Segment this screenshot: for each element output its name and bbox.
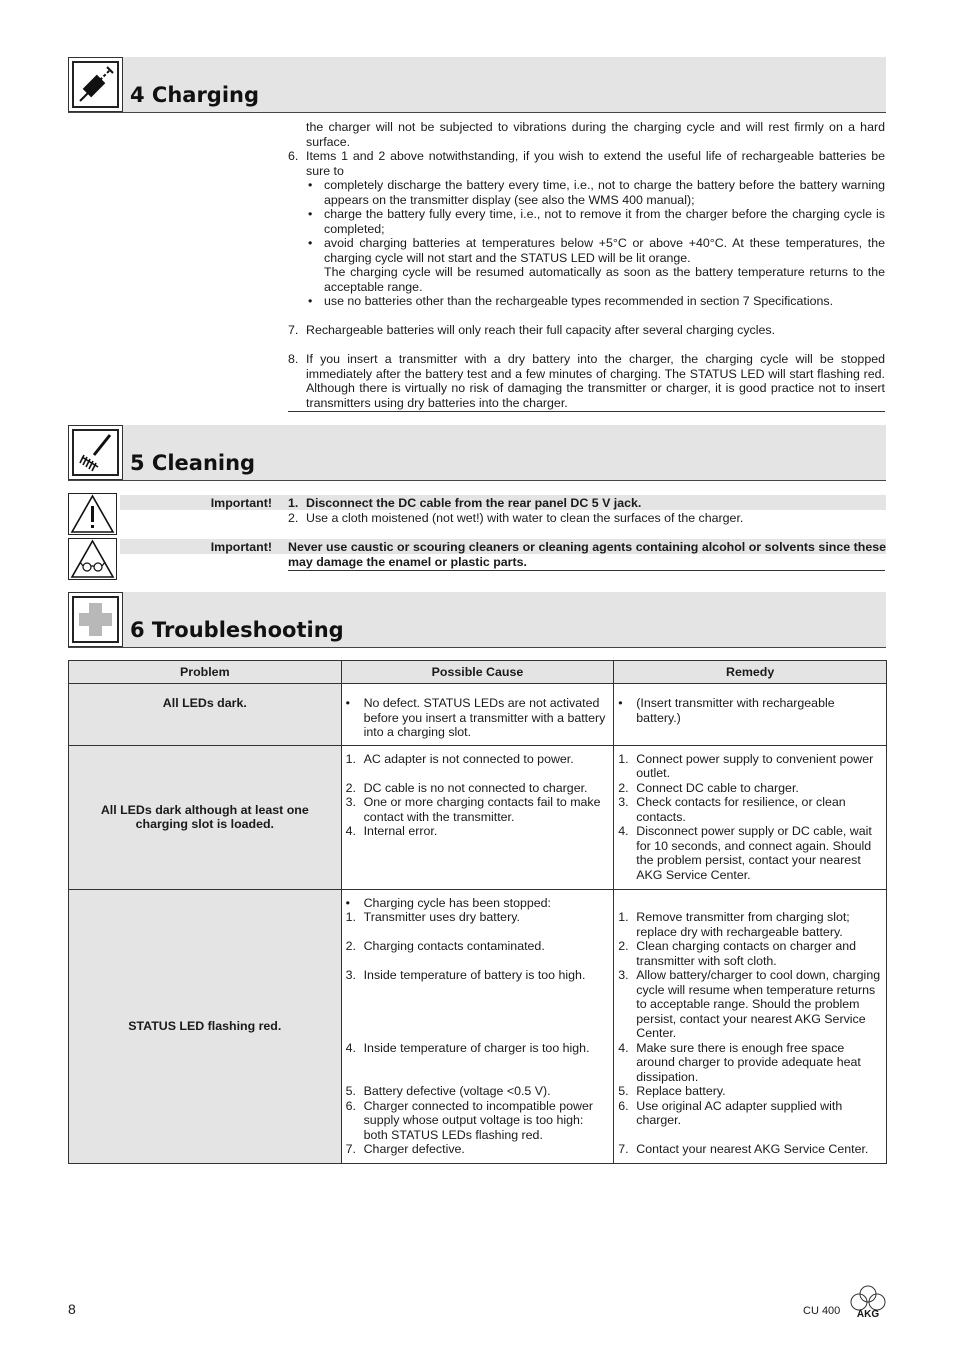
list-item: 4. Internal error.	[345, 824, 438, 838]
list-item: • Charging cycle has been stopped:	[345, 895, 551, 910]
warning-exclamation-icon	[68, 493, 117, 535]
column-header-problem: Problem	[69, 661, 342, 684]
list-item: 1. Transmitter uses dry battery.	[345, 910, 520, 924]
list-item: 6. Use original AC adapter supplied with charger.	[618, 1098, 843, 1127]
charging-item-8: 8. If you insert a transmitter with a dry battery into the charger, the charging cycle will be stopped immediately after the battery test and a few minutes of charging. The STATUS LED will start flashing red. Although there is virtually no risk of damaging the transmitter or charger, it is good practice not to insert transmitters using dry batteries into the charger.	[288, 352, 885, 410]
list-item: 5. Replace battery.	[618, 1084, 726, 1098]
page-number: 8	[68, 1301, 76, 1317]
table-row	[69, 745, 887, 889]
list-item: 1. Disconnect the DC cable from the rear panel DC 5 V jack.	[288, 496, 642, 510]
problem-cell: All LEDs dark although at least one charging slot is loaded.	[69, 745, 342, 889]
list-item: 3. Allow battery/charger to cool down, charging cycle will resume when temperature returns to acceptable range. Should the problem persist, contact your nearest AKG Service Center.	[618, 968, 881, 1040]
problem-cell: All LEDs dark.	[69, 684, 342, 746]
section-title: 6 Troubleshooting	[130, 618, 344, 642]
list-item: 7. Charger defective.	[345, 1142, 465, 1156]
section-title: 5 Cleaning	[130, 451, 256, 475]
list-item: • avoid charging batteries at temperatures below +5°C or above +40°C. At these temperatures, the charging cycle will not start and the STATUS LED will be lit orange. The charging cycle will be resumed automatically as soon as the battery temperature returns to the acceptable range.	[308, 236, 885, 294]
list-item: • use no batteries other than the rechargeable types recommended in section 7 Specifications.	[308, 294, 834, 308]
list-item: 3. Inside temperature of battery is too high.	[345, 968, 586, 982]
cause-cell	[341, 745, 614, 889]
cleaning-steps	[288, 496, 886, 525]
model-name: CU 400	[803, 1305, 841, 1317]
list-item: 7. Contact your nearest AKG Service Center.	[618, 1142, 869, 1156]
svg-text:AKG: AKG	[856, 1309, 880, 1320]
first-aid-cross-icon	[68, 592, 123, 647]
list-item: 2. Clean charging contacts on charger and transmitter with soft cloth.	[618, 939, 857, 968]
list-item: 2. DC cable is no not connected to charger.	[345, 780, 588, 795]
table-row	[69, 889, 887, 1163]
list-item: • completely discharge the battery every time, i.e., not to charge the battery before the battery warning appears on the transmitter display (see also the WMS 400 manual);	[308, 178, 885, 207]
column-header-remedy: Remedy	[614, 661, 887, 684]
list-item: 4. Inside temperature of charger is too high.	[345, 1040, 590, 1055]
list-item: 3. One or more charging contacts fail to make contact with the transmitter.	[345, 795, 601, 824]
cause-cell	[341, 684, 614, 746]
section-header-charging	[68, 57, 886, 113]
charging-item-7: 7. Rechargeable batteries will only reach their full capacity after several charging cycles.	[288, 323, 776, 337]
remedy-cell	[614, 684, 887, 746]
section-title: 4 Charging	[130, 83, 260, 107]
list-item: 4. Make sure there is enough free space around charger to provide adequate heat dissipation.	[618, 1040, 861, 1084]
remedy-cell	[614, 889, 887, 1163]
list-item: 1. Connect power supply to convenient power outlet.	[618, 751, 874, 780]
list-item: 1. Remove transmitter from charging slot; replace dry with rechargeable battery.	[618, 910, 850, 939]
charger-plug-icon	[68, 57, 123, 112]
charging-continuation: the charger will not be subjected to vibrations during the charging cycle and will rest firmly on a hard surface.	[306, 120, 885, 149]
list-item: 2. Use a cloth moistened (not wet!) with water to clean the surfaces of the charger.	[288, 510, 744, 525]
divider	[288, 411, 885, 412]
column-header-cause: Possible Cause	[341, 661, 614, 684]
list-item: 1. AC adapter is not connected to power.	[345, 751, 574, 766]
remedy-cell	[614, 745, 887, 889]
brush-icon	[68, 425, 123, 480]
table-header-row	[69, 661, 887, 684]
cause-cell	[341, 889, 614, 1163]
list-item: 5. Battery defective (voltage <0.5 V).	[345, 1084, 551, 1098]
list-item: • (Insert transmitter with rechargeable battery.)	[618, 696, 835, 725]
warning-glasses-icon	[68, 538, 117, 580]
table-row	[69, 684, 887, 746]
troubleshooting-table	[68, 660, 887, 1164]
problem-cell: STATUS LED flashing red.	[69, 889, 342, 1163]
important-label: Important!	[210, 540, 272, 554]
charging-text	[288, 120, 885, 410]
list-item: 4. Disconnect power supply or DC cable, wait for 10 seconds, and connect again. Should the problem persist, contact your nearest AKG Service Center.	[618, 824, 872, 882]
list-item: 6. Charger connected to incompatible power supply whose output voltage is too high: both STATUS LEDs flashing red.	[345, 1098, 593, 1142]
section-header-cleaning	[68, 425, 886, 481]
list-item: 2. Charging contacts contaminated.	[345, 939, 545, 953]
list-item: • No defect. STATUS LEDs are not activated before you insert a transmitter with a battery into a charging slot.	[345, 696, 606, 739]
list-item: 2. Connect DC cable to charger.	[618, 780, 799, 795]
section-header-troubleshooting	[68, 592, 886, 648]
important-text: Never use caustic or scouring cleaners or cleaning agents containing alcohol or solvents since these may damage the enamel or plastic parts.	[288, 540, 886, 569]
charging-item-6: 6. Items 1 and 2 above notwithstanding, if you wish to extend the useful life of rechargeable batteries be sure to	[288, 149, 885, 178]
divider	[288, 570, 885, 571]
list-item: • charge the battery fully every time, i.e., not to remove it from the charger before the charging cycle is completed;	[308, 207, 885, 236]
important-label: Important!	[210, 496, 272, 510]
list-item: 3. Check contacts for resilience, or clean contacts.	[618, 795, 846, 824]
akg-logo	[848, 1284, 888, 1320]
